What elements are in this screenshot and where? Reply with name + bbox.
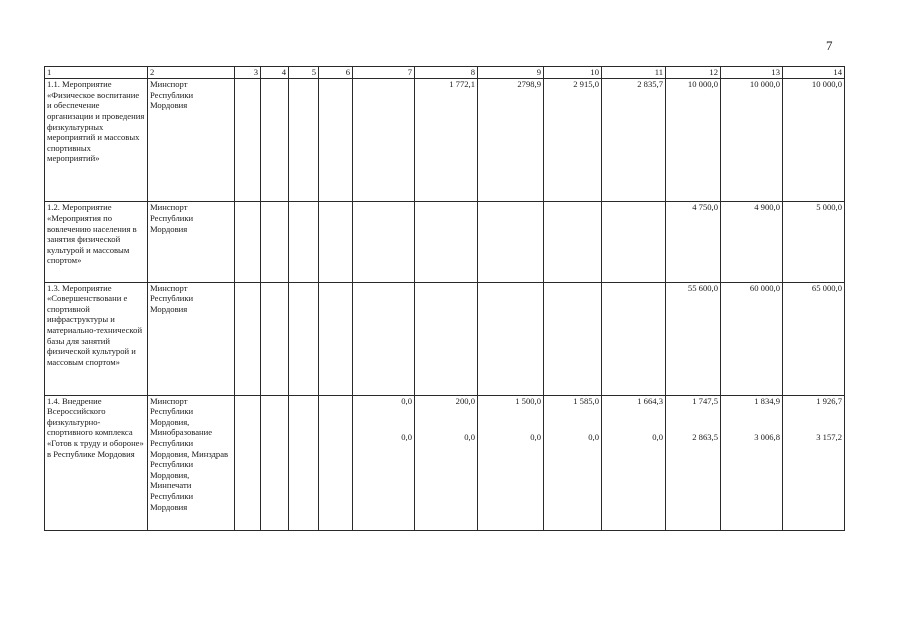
table-row xyxy=(45,395,845,530)
value-cell xyxy=(666,395,721,530)
value-cell: 10 000,0 xyxy=(783,79,845,202)
value-line-2: 0,0 xyxy=(530,432,541,443)
value-cell xyxy=(602,282,666,395)
value-cell xyxy=(319,282,353,395)
budget-table xyxy=(44,66,845,531)
value-cell xyxy=(261,79,289,202)
column-header: 12 xyxy=(666,67,721,79)
header-row xyxy=(45,67,845,79)
measure-cell: 1.3. Мероприятие «Совершенствовани е спортивной инфраструктуры и материально-технической базы для занятий физической культурой и массовым спортом» xyxy=(45,282,148,395)
value-line-2: 3 006,8 xyxy=(754,432,780,443)
value-line-1: 0,0 xyxy=(401,395,412,406)
value-cell: 60 000,0 xyxy=(721,282,783,395)
value-cell xyxy=(478,202,544,282)
value-cell xyxy=(353,202,415,282)
value-line-1: 1 664,3 xyxy=(637,395,663,406)
table-row xyxy=(45,79,845,202)
value-line-2: 0,0 xyxy=(401,432,412,443)
measure-cell: 1.1. Мероприятие «Физическое воспитание и обеспечение организации и проведения физкультурных мероприятий и массовых спортивных мероприятий» xyxy=(45,79,148,202)
value-line-1: 1 926,7 xyxy=(816,395,842,406)
table-row xyxy=(45,282,845,395)
value-cell: 2 915,0 xyxy=(544,79,602,202)
column-header: 14 xyxy=(783,67,845,79)
value-cell xyxy=(235,79,261,202)
column-header: 1 xyxy=(45,67,148,79)
column-header: 8 xyxy=(415,67,478,79)
table-row xyxy=(45,202,845,282)
value-cell xyxy=(289,282,319,395)
value-cell: 2798,9 xyxy=(478,79,544,202)
value-cell: 1 772,1 xyxy=(415,79,478,202)
value-cell xyxy=(415,395,478,530)
column-header: 11 xyxy=(602,67,666,79)
value-cell: 5 000,0 xyxy=(783,202,845,282)
column-header: 6 xyxy=(319,67,353,79)
value-cell xyxy=(415,202,478,282)
column-header: 3 xyxy=(235,67,261,79)
value-line-2: 0,0 xyxy=(652,432,663,443)
value-cell: 10 000,0 xyxy=(721,79,783,202)
value-cell xyxy=(289,395,319,530)
value-cell xyxy=(319,395,353,530)
column-header: 9 xyxy=(478,67,544,79)
value-cell: 55 600,0 xyxy=(666,282,721,395)
value-cell xyxy=(353,79,415,202)
column-header: 5 xyxy=(289,67,319,79)
value-cell xyxy=(235,395,261,530)
value-cell xyxy=(261,395,289,530)
value-cell xyxy=(289,79,319,202)
column-header: 10 xyxy=(544,67,602,79)
value-cell xyxy=(261,282,289,395)
value-cell: 4 750,0 xyxy=(666,202,721,282)
value-cell xyxy=(319,79,353,202)
value-cell xyxy=(602,395,666,530)
value-cell xyxy=(478,395,544,530)
value-cell xyxy=(235,282,261,395)
value-cell: 2 835,7 xyxy=(602,79,666,202)
value-cell: 4 900,0 xyxy=(721,202,783,282)
value-line-2: 3 157,2 xyxy=(816,432,842,443)
value-cell: 65 000,0 xyxy=(783,282,845,395)
value-cell: 10 000,0 xyxy=(666,79,721,202)
column-header: 13 xyxy=(721,67,783,79)
value-cell xyxy=(602,202,666,282)
executor-cell: Минспорт Республики Мордовия xyxy=(148,202,235,282)
column-header: 7 xyxy=(353,67,415,79)
value-cell xyxy=(544,202,602,282)
value-line-2: 0,0 xyxy=(464,432,475,443)
value-cell xyxy=(289,202,319,282)
column-header: 2 xyxy=(148,67,235,79)
measure-cell: 1.4. Внедрение Всероссийского физкультурно-спортивного комплекса «Готов к труду и обороне» в Республике Мордовия xyxy=(45,395,148,530)
value-line-1: 1 585,0 xyxy=(573,395,599,406)
value-cell xyxy=(353,395,415,530)
value-line-1: 1 747,5 xyxy=(692,395,718,406)
value-line-1: 1 834,9 xyxy=(754,395,780,406)
executor-cell: Минспорт Республики Мордовия xyxy=(148,282,235,395)
value-cell xyxy=(415,282,478,395)
measure-cell: 1.2. Мероприятие «Мероприятия по вовлечению населения в занятия физической культурой и массовым спортом» xyxy=(45,202,148,282)
value-cell xyxy=(261,202,289,282)
value-cell xyxy=(478,282,544,395)
value-cell xyxy=(235,202,261,282)
value-line-2: 2 863,5 xyxy=(692,432,718,443)
value-line-1: 1 500,0 xyxy=(515,395,541,406)
value-cell xyxy=(319,202,353,282)
executor-cell: Минспорт Республики Мордовия, Минобразование Республики Мордовия, Минздрав Республики Мордовия, Минпечати Республики Мордовия xyxy=(148,395,235,530)
value-cell xyxy=(721,395,783,530)
value-cell xyxy=(783,395,845,530)
value-line-2: 0,0 xyxy=(588,432,599,443)
executor-cell: Минспорт Республики Мордовия xyxy=(148,79,235,202)
value-cell xyxy=(544,282,602,395)
value-line-1: 200,0 xyxy=(455,395,475,406)
page-number: 7 xyxy=(826,38,833,53)
column-header: 4 xyxy=(261,67,289,79)
value-cell xyxy=(544,395,602,530)
value-cell xyxy=(353,282,415,395)
